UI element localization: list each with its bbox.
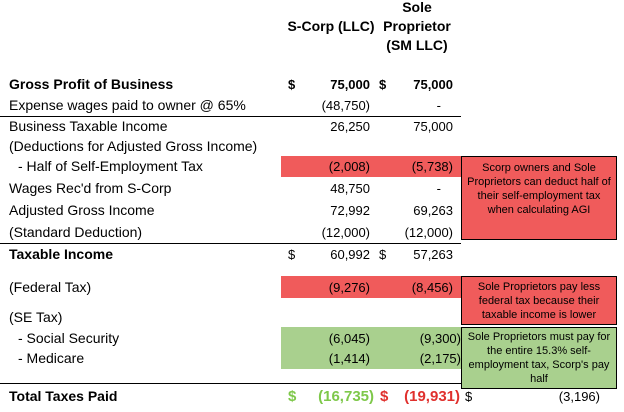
label-wages-recd: Wages Rec'd from S-Corp	[9, 180, 172, 196]
label-social-security: - Social Security	[18, 330, 120, 346]
row-taxable-income	[0, 244, 624, 265]
value-scorp: 48,750	[330, 181, 370, 196]
se-note: Sole Proprietors must pay for the entire 15.3% self-employment tax, Scorp's pay half	[461, 327, 617, 389]
currency-symbol: $	[288, 247, 296, 262]
value-scorp: 26,250	[330, 119, 370, 134]
value-difference: (3,196)	[558, 389, 600, 404]
value-sole: (5,738)	[411, 159, 453, 174]
header-sole-line3: (SM LLC)	[386, 37, 448, 53]
value-sole: (12,000)	[404, 225, 453, 240]
label-std-deduction: (Standard Deduction)	[9, 224, 143, 240]
federal-note: Sole Proprietors pay less federal tax because their taxable income is lower	[461, 276, 617, 325]
value-scorp-total: (16,735)	[318, 388, 374, 405]
row-social-security	[0, 328, 624, 349]
label-taxable-income: Taxable Income	[9, 246, 114, 262]
value-scorp: (48,750)	[321, 98, 370, 113]
value-scorp: 60,992	[330, 247, 370, 262]
underline-medicare	[0, 383, 461, 384]
value-sole: 69,263	[413, 203, 453, 218]
currency-symbol: $	[380, 388, 389, 405]
label-business-taxable: Business Taxable Income	[9, 118, 168, 134]
label-agi: Adjusted Gross Income	[9, 202, 155, 218]
value-scorp: (12,000)	[321, 225, 370, 240]
label-federal-tax: (Federal Tax)	[9, 279, 92, 295]
row-expense-wages	[0, 95, 624, 116]
value-sole: (8,456)	[411, 280, 453, 295]
value-scorp: (6,045)	[328, 331, 370, 346]
label-medicare: - Medicare	[18, 350, 85, 366]
row-federal-tax	[0, 277, 624, 298]
value-sole: 75,000	[413, 77, 453, 92]
row-std-deduction	[0, 222, 624, 243]
currency-symbol: $	[379, 77, 387, 92]
row-se-tax-header	[0, 307, 624, 328]
value-scorp: (2,008)	[328, 159, 370, 174]
row-half-se-tax	[0, 156, 624, 177]
value-scorp: 72,992	[330, 203, 370, 218]
row-deductions-header	[0, 136, 624, 157]
currency-symbol: $	[288, 388, 297, 405]
row-gross-profit	[0, 74, 624, 95]
label-deductions-header: (Deductions for Adjusted Gross Income)	[9, 138, 258, 154]
header-scorp: S-Corp (LLC)	[287, 18, 375, 34]
row-medicare	[0, 348, 624, 369]
row-agi	[0, 200, 624, 221]
label-se-tax: (SE Tax)	[9, 309, 63, 325]
currency-symbol: $	[379, 247, 387, 262]
value-sole: (9,300)	[419, 331, 461, 346]
value-scorp: 75,000	[330, 77, 370, 92]
currency-symbol: $	[465, 389, 473, 404]
header-sole-line2: Proprietor	[383, 18, 451, 34]
value-sole: -	[436, 98, 441, 113]
value-sole-total: (19,931)	[404, 388, 460, 405]
value-scorp: (1,414)	[328, 351, 370, 366]
row-business-taxable	[0, 116, 624, 137]
value-scorp: (9,276)	[328, 280, 370, 295]
value-sole: -	[436, 181, 441, 196]
value-sole: (2,175)	[419, 351, 461, 366]
header-sole-line1: Sole	[402, 0, 432, 15]
currency-symbol: $	[288, 77, 296, 92]
row-wages-recd	[0, 178, 624, 199]
value-sole: 75,000	[413, 119, 453, 134]
row-total-taxes	[0, 386, 624, 408]
label-gross-profit: Gross Profit of Business	[9, 76, 174, 92]
agi-note: Scorp owners and Sole Proprietors can deduct half of their self-employment tax when calculating AGI	[461, 156, 617, 240]
value-sole: 57,263	[413, 247, 453, 262]
label-expense-wages: Expense wages paid to owner @ 65%	[9, 97, 246, 113]
label-total-taxes: Total Taxes Paid	[9, 388, 118, 404]
label-half-se-tax: - Half of Self-Employment Tax	[18, 158, 203, 174]
